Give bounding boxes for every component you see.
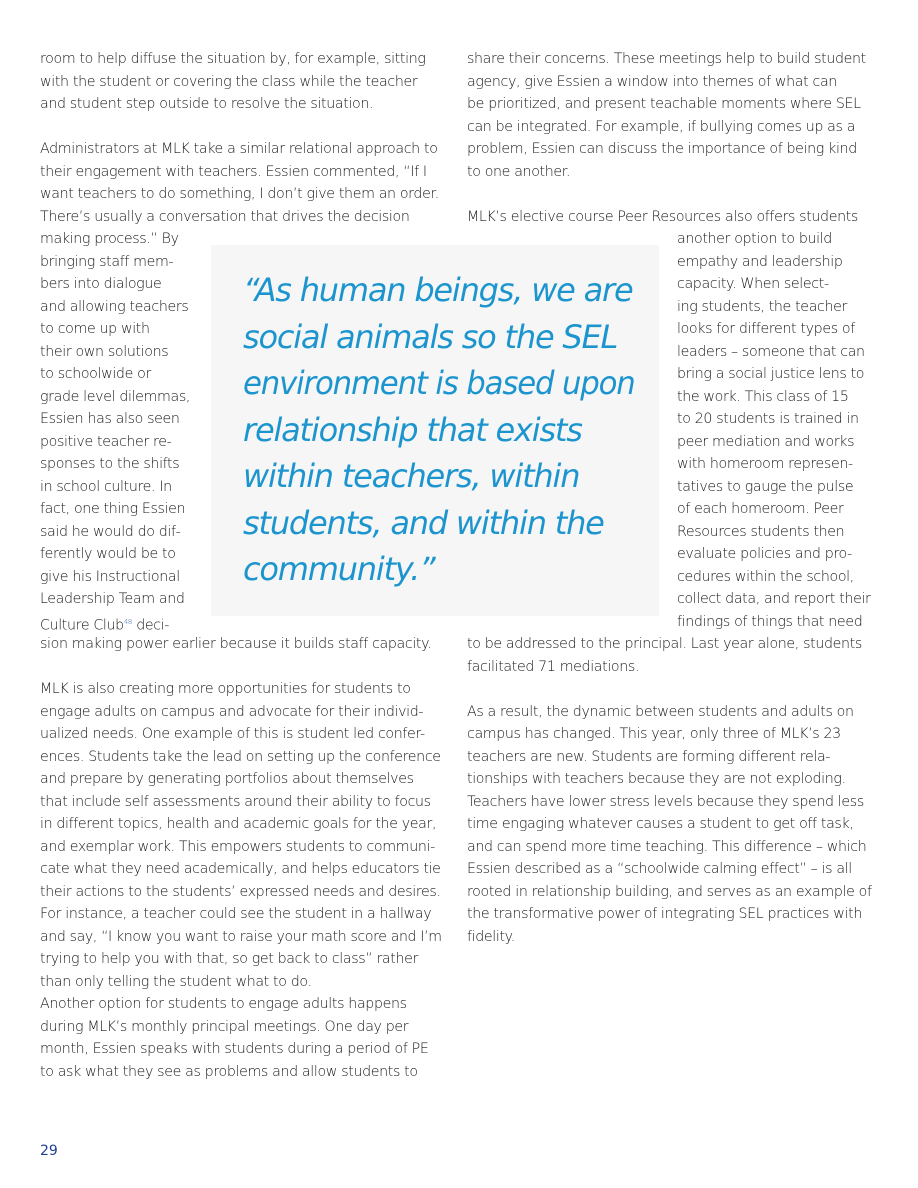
pullquote-line: community.” bbox=[243, 550, 435, 588]
left_column-text-line: in different topics, health and academic goals for the year, bbox=[40, 816, 437, 832]
left_column-text-line: There’s usually a conversation that drives the decision bbox=[40, 208, 410, 225]
right_column-text-line: tatives to gauge the pulse bbox=[677, 478, 854, 495]
right_column-text-line: fidelity. bbox=[467, 928, 515, 945]
right_column-text-line: Teachers have lower stress levels because they spend less bbox=[467, 793, 864, 810]
right_column-text-line: Essien described as a “schoolwide calming effect” – is all bbox=[467, 861, 852, 877]
right_column-text-line: agency, give Essien a window into themes of what can bbox=[467, 73, 837, 90]
left_column-text-line: with the student or covering the class while the teacher bbox=[40, 73, 418, 90]
left_column-text-line: want teachers to do something, I don’t give them an order. bbox=[40, 186, 439, 202]
right_column-text-line: of each homeroom. Peer bbox=[677, 501, 844, 517]
left_column-text-line: MLK is also creating more opportunities for students to bbox=[40, 681, 411, 697]
left_column-text-line: room to help diffuse the situation by, for example, sitting bbox=[40, 51, 426, 67]
left_column-text-line: give his Instructional bbox=[40, 568, 180, 585]
left_column-text-line: grade level dilemmas, bbox=[40, 388, 191, 405]
left_column-text-line: and allowing teachers bbox=[40, 298, 189, 315]
left_column-text-line: during MLK’s monthly principal meetings. One day per bbox=[40, 1018, 409, 1035]
left_column-text-line: fact, one thing Essien bbox=[40, 501, 186, 517]
pullquote-line: students, and within the bbox=[243, 503, 604, 542]
right_column-text-line: problem, Essien can discuss the importance of being kind bbox=[467, 141, 857, 157]
right_column-text-line: findings of things that need bbox=[677, 613, 863, 630]
left_column-text-line: Administrators at MLK take a similar relational approach to bbox=[40, 141, 438, 157]
pullquote-line: social animals so the SEL bbox=[243, 317, 618, 356]
right_column-text-line: MLK’s elective course Peer Resources also offers students bbox=[467, 208, 858, 225]
right_column-text-line: the transformative power of integrating SEL practices with bbox=[467, 906, 862, 922]
pullquote-box bbox=[211, 245, 659, 616]
left_column-text-line: bers into dialogue bbox=[40, 276, 162, 292]
right_column-text-line: to one another. bbox=[467, 163, 571, 180]
right_column-text-line: ing students, the teacher bbox=[677, 298, 847, 315]
right_column-text-line: collect data, and report their bbox=[677, 591, 871, 607]
right_column-text-line: evaluate policies and pro- bbox=[677, 546, 852, 562]
right_column-text-line: leaders – someone that can bbox=[677, 343, 865, 360]
right_column-text-line: to 20 students is trained in bbox=[677, 411, 859, 427]
left_column-text-line: than only telling the student what to do. bbox=[40, 973, 312, 990]
left_column-text-line: Leadership Team and bbox=[40, 591, 185, 607]
left_column-text-line: and student step outside to resolve the situation. bbox=[40, 96, 374, 112]
left_column-text-line: ualized needs. One example of this is student led confer- bbox=[40, 726, 425, 742]
right_column-text-line: to be addressed to the principal. Last year alone, students bbox=[467, 636, 862, 652]
left_column-text-line: ences. Students take the lead on setting up the conference bbox=[40, 748, 441, 765]
footnote-tail-text: deci- bbox=[132, 617, 170, 634]
pullquote-line: environment is based upon bbox=[243, 364, 635, 402]
right_column-text-line: capacity. When select- bbox=[677, 276, 829, 292]
left_column-text-line: engage adults on campus and advocate for their individ- bbox=[40, 703, 424, 720]
footnote-reference[interactable]: 48 bbox=[123, 617, 133, 626]
left_column-text-line: ferently would be to bbox=[40, 546, 176, 562]
left_column-text-line: in school culture. In bbox=[40, 478, 172, 495]
left_column-text-line: their own solutions bbox=[40, 343, 169, 360]
right_column-text-line: share their concerns. These meetings help to build student bbox=[467, 51, 866, 67]
left_column-text-line: sion making power earlier because it builds staff capacity. bbox=[40, 636, 432, 652]
left_column-text-line: Essien has also seen bbox=[40, 411, 180, 427]
right_column-text-line: time engaging whatever causes a student to get off task, bbox=[467, 816, 854, 832]
right_column-text-line: campus has changed. This year, only three of MLK’s 23 bbox=[467, 726, 841, 742]
right_column-text-line: cedures within the school, bbox=[677, 568, 854, 585]
pullquote-line: within teachers, within bbox=[243, 457, 580, 495]
right_column-text-line: teachers are new. Students are forming different rela- bbox=[467, 748, 831, 765]
left_column-text-line: and exemplar work. This empowers students to communi- bbox=[40, 838, 435, 855]
right_column-text-line: with homeroom represen- bbox=[677, 456, 853, 472]
right_column-text-line: looks for different types of bbox=[677, 321, 855, 337]
right_column-text-line: As a result, the dynamic between students and adults on bbox=[467, 703, 854, 720]
left_column-text-line: said he would do dif- bbox=[40, 523, 181, 540]
left_column-text-line: their actions to the students’ expressed needs and desires. bbox=[40, 883, 441, 900]
right_column-text-line: peer mediation and works bbox=[677, 433, 855, 450]
left_column-text-line: that include self assessments around their ability to focus bbox=[40, 793, 431, 810]
left_column-text-line: cate what they need academically, and helps educators tie bbox=[40, 861, 441, 877]
left_column-text-line: positive teacher re- bbox=[40, 433, 172, 450]
left_column-text-line: making process.” By bbox=[40, 231, 179, 247]
right_column-text-line: empathy and leadership bbox=[677, 253, 843, 270]
right_column-text-line: be prioritized, and present teachable moments where SEL bbox=[467, 96, 861, 112]
left_column-text-line: sponses to the shifts bbox=[40, 456, 180, 472]
left_column-text-line: and say, “I know you want to raise your math score and I’m bbox=[40, 928, 442, 945]
right_column-text-line: Resources students then bbox=[677, 523, 845, 540]
left_column-text-line: For instance, a teacher could see the student in a hallway bbox=[40, 906, 432, 922]
left_column-text-line: to ask what they see as problems and allow students to bbox=[40, 1063, 418, 1080]
pullquote-line: relationship that exists bbox=[243, 410, 582, 449]
left_column-text-line: trying to help you with that, so get back to class” rather bbox=[40, 951, 418, 967]
left_column-text-line: Culture Club$^{48}$ deci- bbox=[40, 617, 170, 634]
right_column-text-line: rooted in relationship building, and serves as an example of bbox=[467, 883, 872, 900]
left_column-text-line: their engagement with teachers. Essien commented, “If I bbox=[40, 163, 427, 180]
right_column-text-line: and can spend more time teaching. This difference – which bbox=[467, 838, 867, 855]
left_column-text-line: bringing staff mem- bbox=[40, 253, 174, 270]
right_column-text-line: facilitated 71 mediations. bbox=[467, 658, 640, 675]
pullquote-line: “As human beings, we are bbox=[243, 271, 633, 309]
left_column-text-line: to come up with bbox=[40, 321, 150, 337]
left_column-text-line: Another option for students to engage adults happens bbox=[40, 996, 407, 1012]
left_column-text-line: month, Essien speaks with students during a period of PE bbox=[40, 1041, 429, 1057]
right_column-text-line: bring a social justice lens to bbox=[677, 366, 865, 382]
left_column-text-line: to schoolwide or bbox=[40, 366, 151, 382]
right_column-text-line: another option to build bbox=[677, 231, 832, 247]
right_column-text-line: can be integrated. For example, if bullying comes up as a bbox=[467, 118, 856, 135]
right_column-text-line: tionships with teachers because they are not exploding. bbox=[467, 771, 846, 787]
page-number: 29 bbox=[40, 1143, 58, 1159]
left_column-text-line: and prepare by generating portfolios about themselves bbox=[40, 771, 414, 787]
right_column-text-line: the work. This class of 15 bbox=[677, 388, 849, 405]
